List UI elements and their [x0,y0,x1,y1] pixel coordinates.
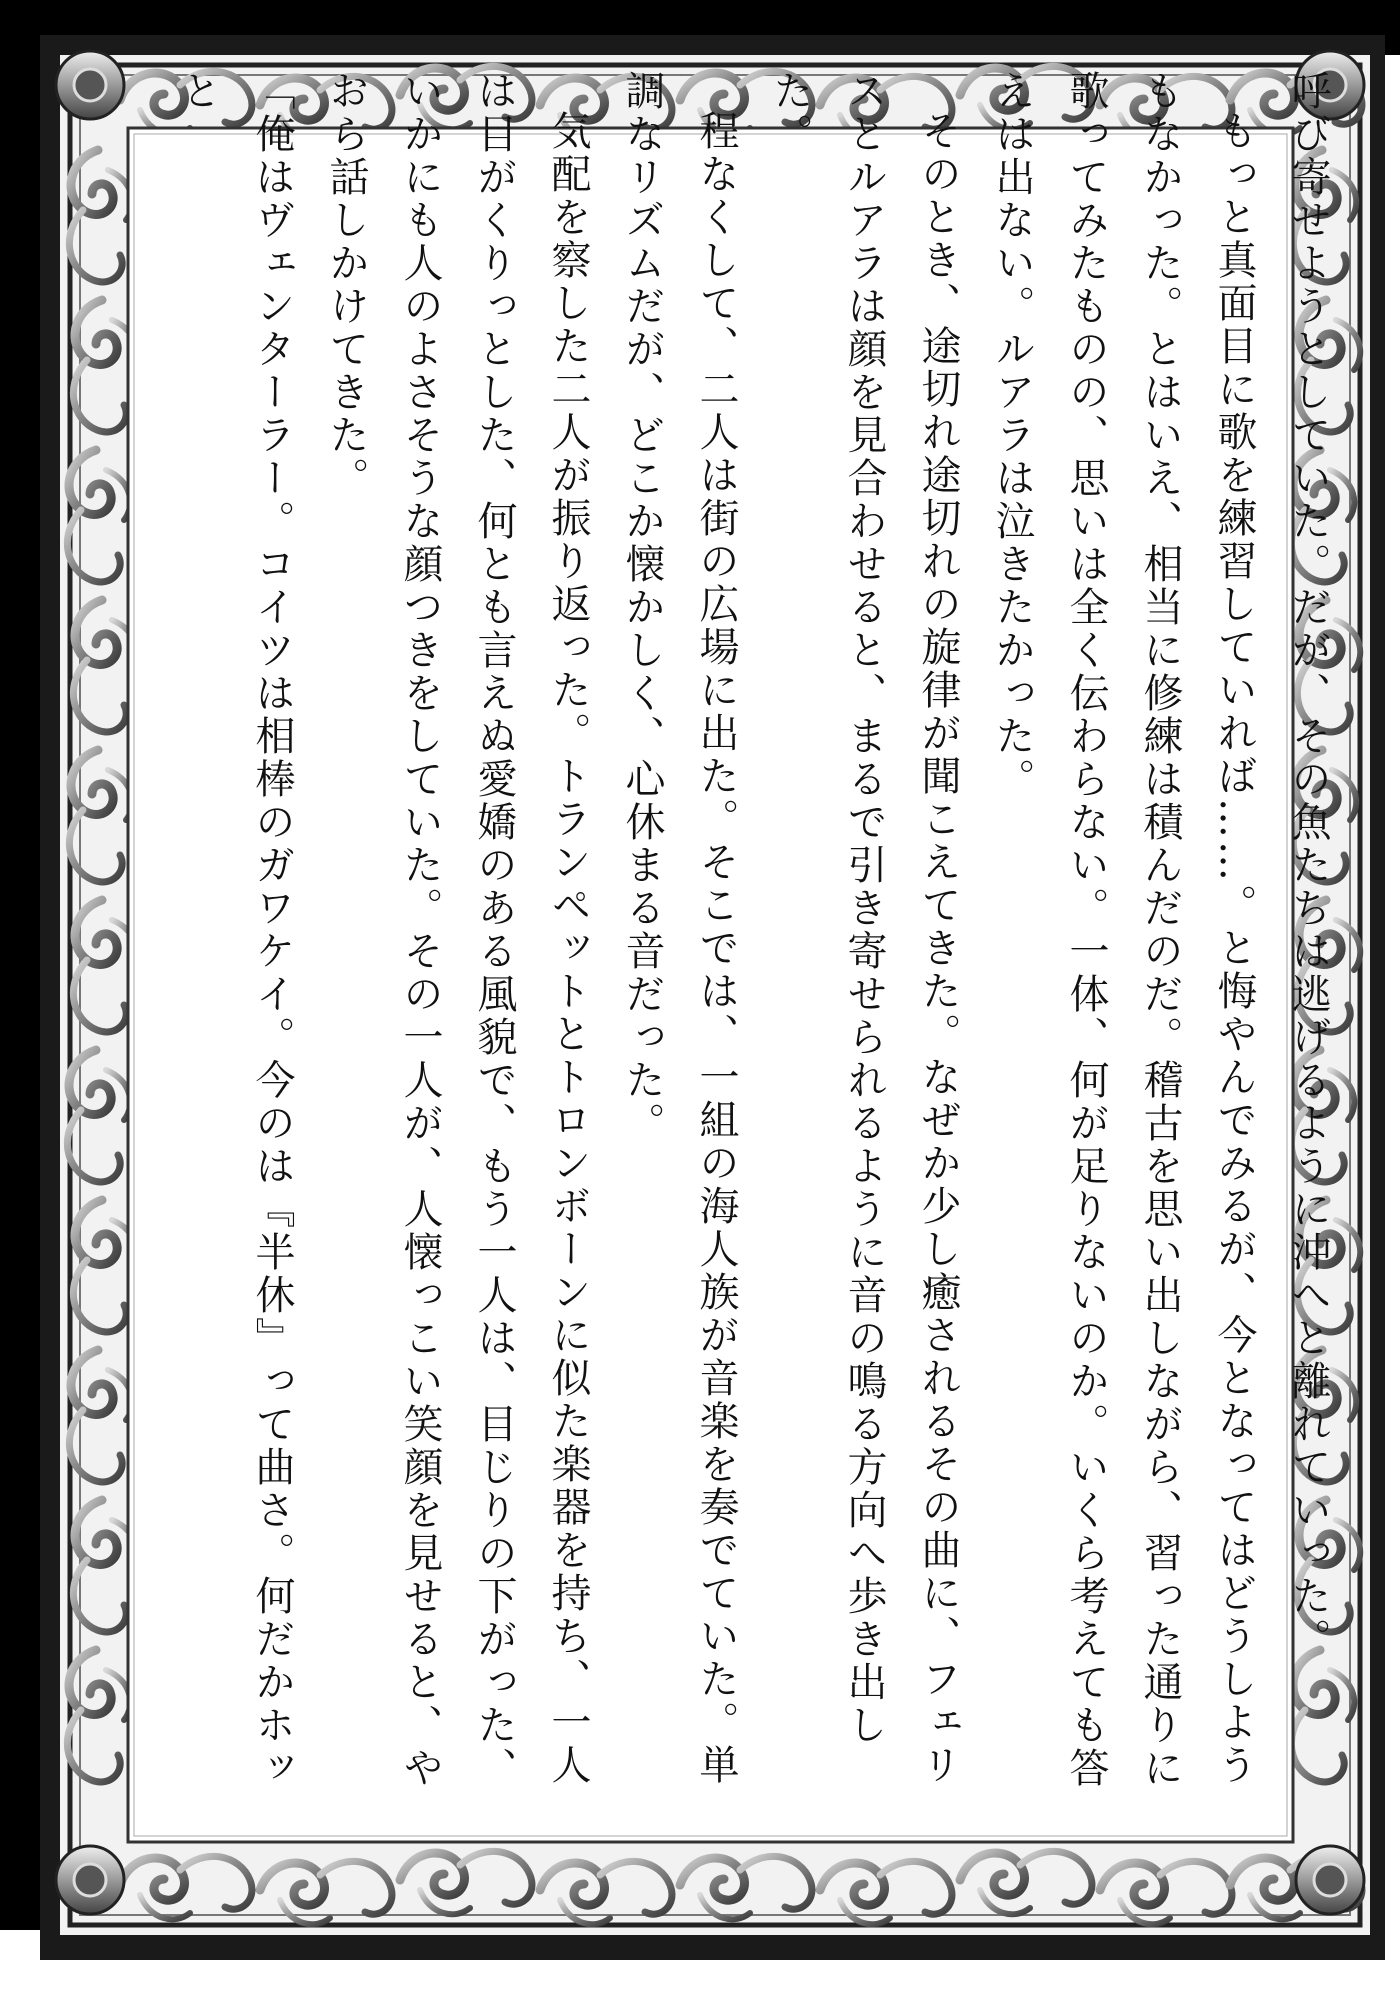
corner-ornament [56,51,124,119]
paragraph: 呼び寄せようとしていた。だが、その魚たちは逃げるように沖へと離れていった。 [1285,70,1331,1661]
paragraph: 程なくして、二人は街の広場に出た。そこでは、一組の海人族が音楽を奏でていた。単調なリズムだが、どこか懐かしく、心休まる音だった。 [619,70,739,1787]
paragraph: そのとき、途切れ途切れの旋律が聞こえてきた。なぜか少し癒されるその曲に、フェリスとルアラは顔を見合わせると、まるで引き寄せられるように音の鳴る方向へ歩き出した。 [767,70,961,1787]
paragraph: もっと真面目に歌を練習していれば……。と悔やんでみるが、今となってはどうしようもなかった。とはいえ、相当に修練は積んだのだ。稽古を思い出しながら、習った通りに歌ってみたものの、思いは全く伝わらない。一体、何が足りないのか。いくら考えても答えは出ない。ルアラは泣きたかった。 [989,70,1257,1790]
paragraph: 気配を察した二人が振り返った。トランペットとトロンボーンに似た楽器を持ち、一人は目がくりっとした、何とも言えぬ愛嬌のある風貌で、もう一人は、目じりの下がった、いかにも人のよさそうな顔つきをしていた。その一人が、人懐っこい笑顔を見せると、やおら話しかけてきた。 [323,70,591,1790]
body-text [161,70,1345,1810]
paragraph: 「俺はヴェンターラー。コイツは相棒のガワケイ。今のは『半休』って曲さ。何だかホッと [175,70,295,1790]
